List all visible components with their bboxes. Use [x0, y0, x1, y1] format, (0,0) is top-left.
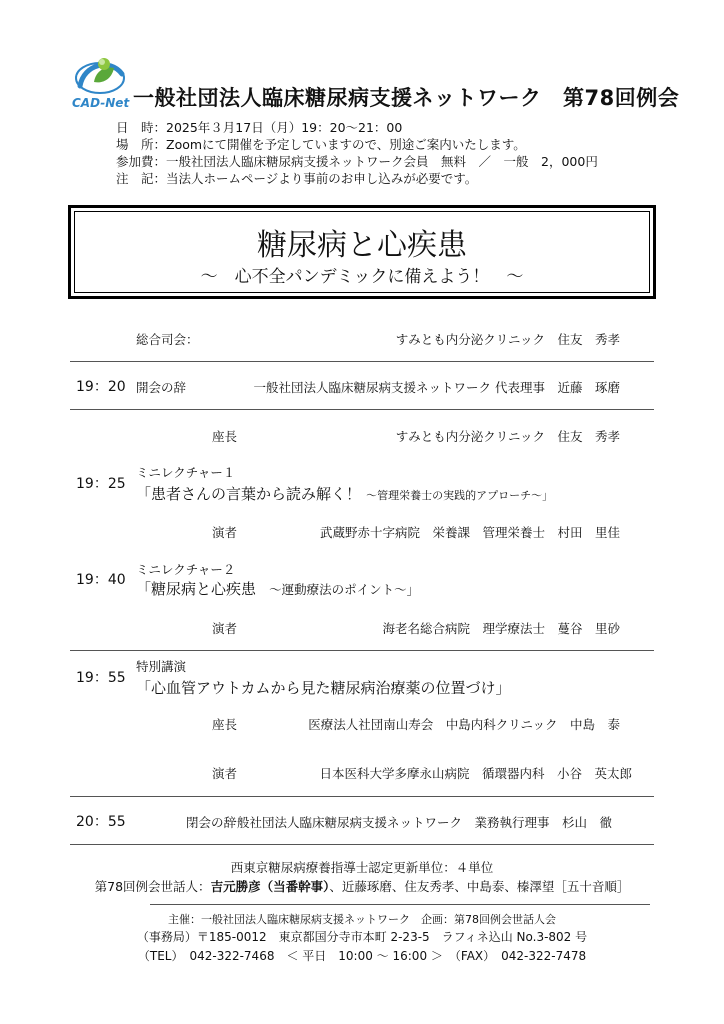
footer-address: （事務局）〒185-0012 東京都国分寺市本町 2-23-5 ラフィネ込山 No.3-802 号 [136, 930, 588, 944]
lecture1-title-line [136, 483, 553, 504]
lecture1-time: 19：25 [76, 476, 126, 492]
special-chair-label: 座長 [212, 717, 238, 732]
event-title: 糖尿病と心疾患 [257, 228, 467, 263]
lecture2-title-line [136, 578, 419, 599]
special-time: 19：55 [76, 670, 126, 686]
lecture1-speaker-label: 演者 [212, 525, 238, 540]
chair1-label: 座長 [212, 429, 238, 444]
lecture2-speaker: 海老名総合病院 理学療法士 蔓谷 里砂 [382, 621, 620, 636]
special-speaker: 日本医科大学多摩永山病院 循環器内科 小谷 英太郎 [319, 766, 632, 781]
organizers-line [0, 877, 724, 895]
lecture1-subtitle: 〜管理栄養士の実践的アプローチ〜」 [366, 489, 554, 502]
event-subtitle: 〜 心不全パンデミックに備えよう！ 〜 [200, 267, 524, 287]
special-speaker-label: 演者 [212, 766, 238, 781]
organizers-prefix: 第78回例会世話人： [94, 879, 211, 894]
mc-person: すみとも内分泌クリニック 住友 秀孝 [395, 332, 620, 347]
lecture1-kind: ミニレクチャー１ [136, 465, 236, 480]
special-kind: 特別講演 [136, 659, 187, 674]
lecture2-time: 19：40 [76, 572, 126, 588]
divider [70, 409, 654, 410]
footer-organizer: 主催：一般社団法人臨床糖尿病支援ネットワーク 企画：第78回例会世話人会 [168, 913, 556, 926]
info-date: 日 時：2025年３月17日（月）19：20〜21：00 [116, 120, 403, 135]
chair1-person: すみとも内分泌クリニック 住友 秀孝 [395, 429, 620, 444]
divider [70, 650, 654, 651]
divider [70, 844, 654, 845]
logo-text: CAD-Net [72, 96, 130, 110]
lecture1-speaker: 武蔵野赤十字病院 栄養課 管理栄養士 村田 里佳 [319, 525, 620, 540]
lecture2-title: 「糖尿病と心疾患 [136, 580, 257, 598]
credit-units: 西東京糖尿病療養指導士認定更新単位：４単位 [230, 860, 494, 875]
divider [150, 904, 650, 905]
closing-person: 一般社団法人臨床糖尿病支援ネットワーク 業務執行理事 杉山 徹 [224, 815, 612, 830]
cad-net-logo [70, 52, 132, 114]
opening-person: 一般社団法人臨床糖尿病支援ネットワーク 代表理事 近藤 琢磨 [253, 380, 620, 395]
divider [70, 796, 654, 797]
special-chair: 医療法人社団南山寿会 中島内科クリニック 中島 泰 [308, 717, 620, 732]
info-note: 注 記：当法人ホームページより事前のお申し込みが必要です。 [116, 171, 478, 186]
lecture2-kind: ミニレクチャー２ [136, 562, 236, 577]
closing-label: 閉会の辞 [186, 815, 237, 830]
organizers-rest: 、近藤琢磨、住友秀孝、中島泰、榛澤望［五十音順］ [329, 879, 630, 894]
divider [70, 361, 654, 362]
special-title: 「心血管アウトカムから見た糖尿病治療薬の位置づけ」 [136, 679, 511, 697]
closing-time: 20：55 [76, 814, 126, 830]
footer-contact: （TEL） 042-322-7468 ＜ 平日 10:00 〜 16:00 ＞ （FAX） 042-322-7478 [137, 949, 587, 963]
page-title: 一般社団法人臨床糖尿病支援ネットワーク 第78回例会 [133, 86, 680, 110]
lecture2-subtitle: 〜運動療法のポイント〜」 [269, 582, 420, 597]
organizers-lead: 吉元勝彦（当番幹事） [210, 879, 330, 894]
lecture2-speaker-label: 演者 [212, 621, 238, 636]
info-venue: 場 所：Zoomにて開催を予定していますので、別途ご案内いたします。 [116, 137, 526, 152]
info-fee: 参加費：一般社団法人臨床糖尿病支援ネットワーク会員 無料 ／ 一般 2，000円 [116, 154, 598, 169]
lecture1-title: 「患者さんの言葉から読み解く！ [136, 485, 362, 503]
opening-label: 開会の辞 [136, 380, 187, 395]
mc-label: 総合司会： [136, 332, 199, 347]
opening-time: 19：20 [76, 379, 126, 395]
